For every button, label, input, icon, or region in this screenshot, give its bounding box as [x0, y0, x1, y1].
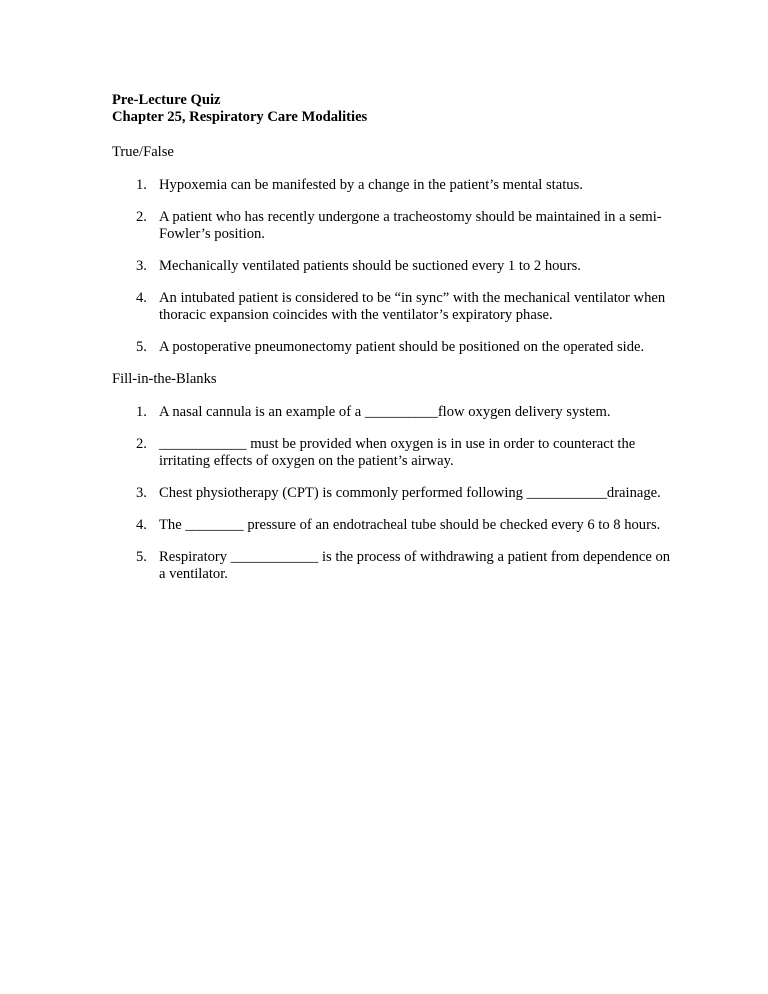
true-false-item — [112, 258, 672, 275]
question-number: 3. — [136, 258, 147, 274]
title-line-2: Chapter 25, Respiratory Care Modalities — [112, 109, 368, 125]
question-number: 1. — [136, 177, 147, 193]
true-false-item — [112, 209, 672, 243]
question-text: Mechanically ventilated patients should be suctioned every 1 to 2 hours. — [159, 258, 581, 274]
question-text: A nasal cannula is an example of a __________flow oxygen delivery system. — [159, 404, 611, 420]
question-number: 3. — [136, 485, 147, 501]
fill-in-blank-item — [112, 485, 672, 502]
title-line-1: Pre-Lecture Quiz — [112, 92, 221, 108]
question-number: 2. — [136, 436, 147, 452]
fill-in-blank-item — [112, 549, 672, 583]
question-number: 2. — [136, 209, 147, 225]
question-text: ____________ must be provided when oxygen is in use in order to counteract the irritating effects of oxygen on the patient’s airway. — [159, 436, 636, 469]
question-number: 4. — [136, 290, 147, 306]
fill-in-blank-item — [112, 517, 672, 534]
true-false-heading: True/False — [112, 144, 174, 160]
question-text: Hypoxemia can be manifested by a change in the patient’s mental status. — [159, 177, 583, 193]
question-text: Chest physiotherapy (CPT) is commonly performed following ___________drainage. — [159, 485, 661, 501]
question-text: An intubated patient is considered to be “in sync” with the mechanical ventilator when thoracic expansion coincides with the ventilator’s expiratory phase. — [159, 290, 666, 323]
question-text: Respiratory ____________ is the process of withdrawing a patient from dependence on a ventilator. — [159, 549, 671, 582]
true-false-item — [112, 339, 672, 356]
question-number: 5. — [136, 549, 147, 565]
question-number: 1. — [136, 404, 147, 420]
question-number: 4. — [136, 517, 147, 533]
fill-in-blanks-heading: Fill-in-the-Blanks — [112, 371, 217, 387]
fill-in-blank-item — [112, 404, 672, 421]
fill-in-blank-item — [112, 436, 672, 470]
question-text: The ________ pressure of an endotracheal tube should be checked every 6 to 8 hours. — [159, 517, 661, 533]
quiz-page — [112, 92, 672, 583]
true-false-item — [112, 177, 672, 194]
quiz-title — [112, 92, 672, 126]
question-number: 5. — [136, 339, 147, 355]
question-text: A postoperative pneumonectomy patient should be positioned on the operated side. — [159, 339, 645, 355]
true-false-list — [112, 177, 672, 356]
fill-in-blanks-list — [112, 404, 672, 583]
question-text: A patient who has recently undergone a tracheostomy should be maintained in a semi-Fowler’s position. — [159, 209, 662, 242]
true-false-item — [112, 290, 672, 324]
